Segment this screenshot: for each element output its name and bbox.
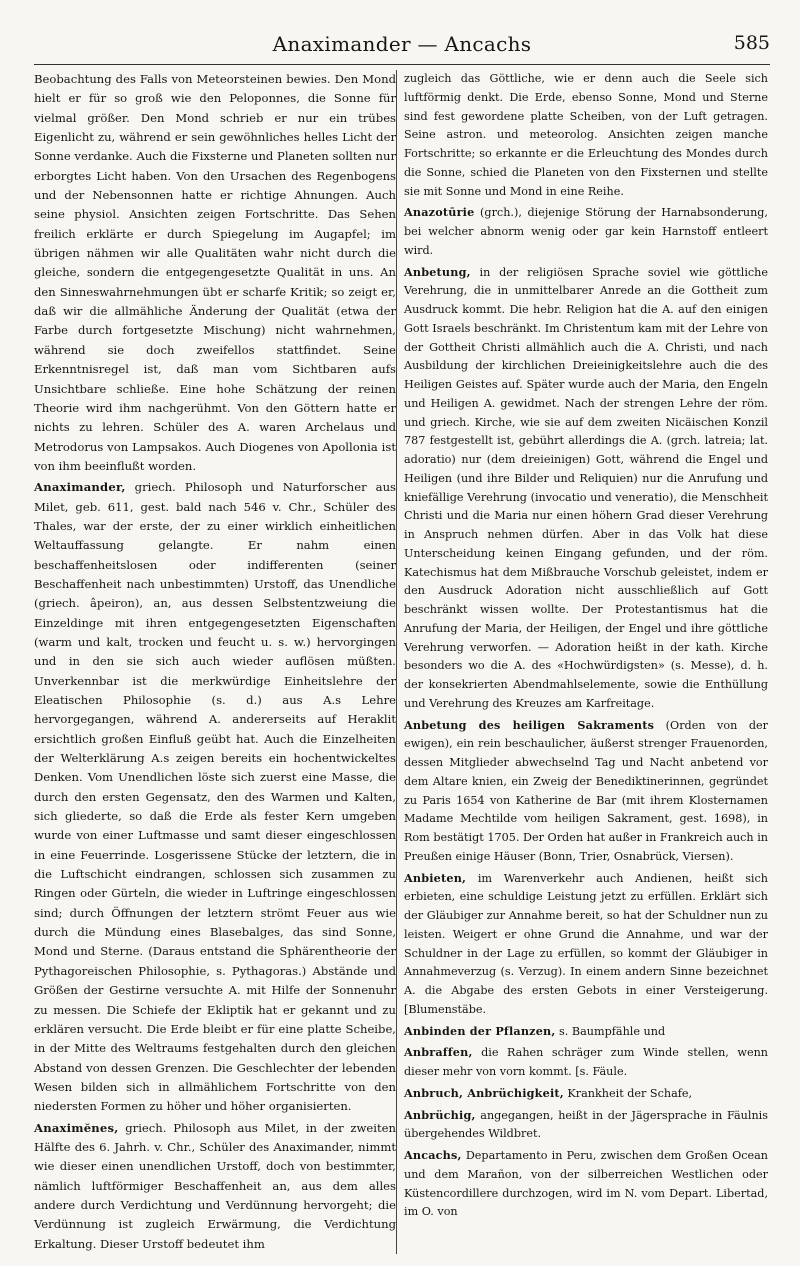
entry-lemma: Anazotūrie [404, 205, 475, 220]
entry-text: im Warenverkehr auch Andienen, heißt sich erbieten, eine schuldige Leistung jetzt zu erfüllen. Erklärt sich der Gläubiger zur Annahme bereit, so hat der Schuldner nun zu leisten. Weigert er ohne Grund die Annahme, und war der Schuldner in der Lage zu erfüllen, so kommt der Gläubiger in Annahmeverzug (s. Verzug). In einem andern Sinne bezeichnet A. die Abgabe des ersten Gebots in einer Versteigerung. [Blumenstäbe. [404, 871, 768, 1016]
page-title: Anaximander — Ancachs [272, 32, 532, 56]
entry-text: (Orden von der ewigen), ein rein beschaulicher, äußerst strenger Frauenorden, dessen Mitglieder abwechselnd Tag und Nacht anbetend vor dem Altare knien, ein Zweig der Benediktinerinnen, gegründet zu Paris 1654 von Katherine de Bar (mit ihrem Klosternamen Madame Mechtilde vom heiligen Sakrament, gest. 1698), in Rom bestätigt 1705. Der Orden hat außer in Frankreich auch in Preußen einige Häuser (Bonn, Trier, Osnabrück, Viersen). [404, 718, 768, 863]
entry-anbetung-sakraments [404, 716, 768, 867]
entry-lemma: Anbieten, [404, 870, 467, 885]
column-divider [396, 70, 397, 1254]
page-number: 585 [733, 32, 770, 54]
entry-anbieten [404, 869, 768, 1020]
entry-anbetung [404, 263, 768, 714]
paragraph-text: zugleich das Göttliche, wie er denn auch die Seele sich luftförmig denkt. Die Erde, ebenso Sonne, Mond und Sterne sind fest gewordene platte Scheiben, von der Luft getragen. Seine astron. und meteorolog. Ansichten zeigen manche Fortschritte; so erkannte er die Erleuchtung des Mondes durch die Sonne, schied die Planeten von den Fixsternen und stellte sie mit Sonne und Mond in eine Reihe. [404, 72, 768, 198]
entry-anaximander [34, 478, 396, 1116]
entry-text: griech. Philosoph aus Milet, in der zweiten Hälfte des 6. Jahrh. v. Chr., Schüler des Anaximander, nimmt wie dieser einen unendlichen Urstoff, doch von bestimmter, nämlich luftförmiger Beschaffenheit an, aus dem alles andere durch Verdichtung und Verdünnung hervorgeht; die Verdünnung ist zugleich Erwärmung, die Verdichtung Erkaltung. Dieser Urstoff bedeutet ihm [34, 1120, 396, 1251]
entry-lemma: Anbruch, Anbrüchigkeit, [404, 1085, 564, 1100]
entry-ancachs [404, 1146, 768, 1222]
continued-paragraph [404, 70, 768, 201]
entry-anbinden [404, 1022, 768, 1042]
entry-text: in der religiösen Sprache soviel wie göttliche Verehrung, die in unmittelbarer Anrede an die Gottheit zum Ausdruck kommt. Die hebr. Religion hat die A. auf den einigen Gott Israels beschränkt. Im Christentum kam mit der Lehre von der Gottheit Christi allmählich auch die A. Christi, und nach Ausbildung der kirchlichen Dreieinigkeitslehre auch die des Heiligen Geistes auf. Später wurde auch der Maria, den Engeln und Heiligen A. gewidmet. Nach der strengen Lehre der röm. und griech. Kirche, wie sie auf dem zweiten Nicäischen Konzil 787 festgestellt ist, gebührt allerdings die A. (grch. latreia; lat. adoratio) nur (dem dreieinigen) Gott, während die Engel und Heiligen (und ihre Bilder und Reliquien) nur die Anrufung und kniefällige Verehrung (invocatio und veneratio), die Menschheit Christi und die Maria nur einen höhern Grad dieser Verehrung in Anspruch nehmen dürfen. Aber in das Volk hat diese Unterscheidung keinen Eingang gefunden, und der röm. Katechismus hat dem Mißbrauche Vorschub geleistet, indem er den Ausdruck Adoration nicht ausschließlich auf Gott beschränkt wissen wollte. Der Protestantismus hat die Anrufung der Maria, der Heiligen, der Engel und ihre göttliche Verehrung verworfen. — Adoration heißt in der kath. Kirche besonders wo die A. des «Hochwürdigsten» (s. Messe), d. h. der konsekrierten Abendmahlselemente, sowie die Enthüllung und Verehrung des Kreuzes am Karfreitage. [404, 265, 768, 710]
running-header [34, 32, 770, 62]
entry-anazoturie [404, 203, 768, 260]
header-rule [34, 64, 770, 65]
entry-text: die Rahen schräger zum Winde stellen, wenn dieser mehr von vorn kommt. [s. Fäule. [404, 1046, 768, 1078]
entry-text: griech. Philosoph und Naturforscher aus Milet, geb. 611, gest. bald nach 546 v. Chr., Schüler des Thales, war der erste, der zu einer wirklich einheitlichen Weltauffassung gelangte. Er nahm einen beschaffenheitslosen oder indifferenten (seiner Beschaffenheit nach unbestimmten) Urstoff, das Unendliche (griech. âpeiron), an, aus dessen Selbstentzweiung die Einzeldinge mit ihren entgegengesetzten Eigenschaften (warm und kalt, trocken und feucht u. s. w.) hervorgingen und in den sie sich auch wieder auflösen müßten. Unverkennbar ist die merkwürdige Einheitslehre der Eleatischen Philosophie (s. d.) aus A.s Lehre hervorgegangen, während A. andererseits auf Heraklit ersichtlich großen Einfluß geübt hat. Auch die Einzelheiten der Welterklärung A.s zeigen bereits ein hochentwickeltes Denken. Vom Unendlichen löste sich zuerst eine Masse, die durch den ersten Gegensatz, den des Warmen und Kalten, sich gliederte, so daß die Erde als fester Kern umgeben wurde von einer Luftmasse und samt dieser eingeschlossen in eine Feuerrinde. Losgerissene Stücke der letztern, die in die Luftschicht eindrangen, schlossen sich zusammen zu Ringen oder Gürteln, die wieder in Luftringe eingeschlossen sind; durch Öffnungen der letztern strömt Feuer aus wie durch die Mündung eines Blasebalges, das sind Sonne, Mond und Sterne. (Daraus entstand die Sphärentheorie der Pythagoreischen Philosophie, s. Pythagoras.) Abstände und Größen der Gestirne versuchte A. mit Hilfe der Sonnenuhr zu messen. Die Schiefe der Ekliptik hat er gekannt und zu erklären versucht. Die Erde bleibt er für eine platte Scheibe, in der Mitte des Weltraums festgehalten durch den gleichen Abstand von dessen Grenzen. Die Geschlechter der lebenden Wesen bilden sich in allmählichem Fortschritte von den niedersten Formen zu höher und höher organisierten. [34, 480, 396, 1114]
right-column [404, 70, 768, 1224]
entry-text: Departamento in Peru, zwischen dem Großen Ocean und dem Marañon, von der silberreichen Westlichen oder Küstencordillere durchzogen, wird im N. vom Depart. Libertad, im O. von [404, 1149, 768, 1219]
entry-lemma: Anbetung, [404, 264, 471, 279]
entry-anbruch [404, 1084, 768, 1104]
entry-lemma: Anaximander, [34, 480, 126, 495]
left-column [34, 70, 396, 1256]
entry-anbruechig [404, 1106, 768, 1145]
continued-paragraph [34, 70, 396, 476]
entry-lemma: Anbraffen, [404, 1045, 473, 1060]
entry-lemma: Anbrüchig, [404, 1107, 476, 1122]
entry-anaximenes [34, 1119, 396, 1254]
entry-text: (grch.), diejenige Störung der Harnabsonderung, bei welcher abnorm wenig oder gar kein Harnstoff entleert wird. [404, 206, 768, 257]
entry-lemma: Anbetung des heiligen Sakraments [404, 717, 655, 732]
entry-text: s. Baumpfähle und [555, 1024, 666, 1038]
paragraph-text: Beobachtung des Falls von Meteorsteinen bewies. Den Mond hielt er für so groß wie den Peloponnes, die Sonne für vielmal größer. Den Mond schrieb er nur ein trübes Eigenlicht zu, während er sein gewöhnliches helles Licht der Sonne verdanke. Auch die Fixsterne und Planeten sollten nur erborgtes Licht haben. Von den Ursachen des Regenbogens und der Nebensonnen hatte er richtige Ahnungen. Auch seine physiol. Ansichten zeigen Fortschritte. Das Sehen freilich erklärte er durch Spiegelung im Augapfel; im übrigen nähmen wir alle Qualitäten wahr nicht durch die gleiche, sondern die entgegengesetzte Qualität in uns. An den Sinneswahrnehmungen übt er scharfe Kritik; so zeigt er, daß wir die allmähliche Änderung der Qualität (etwa der Farbe durch fortgesetzte Mischung) nicht wahrnehmen, während sie doch zweifellos stattfindet. Seine Erkenntnisregel ist, daß man vom Sichtbaren aufs Unsichtbare schließe. Eine hohe Schätzung der reinen Theorie wird ihm nachgerühmt. Von den Göttern hatte er nichts zu lehren. Schüler des A. waren Archelaus und Metrodorus von Lampsakos. Auch Diogenes von Apollonia ist von ihm beeinflußt worden. [34, 72, 396, 473]
entry-lemma: Ancachs, [404, 1148, 462, 1162]
entry-anbraffen [404, 1043, 768, 1082]
entry-lemma: Anaximĕnes, [34, 1120, 119, 1135]
entry-lemma: Anbinden der Pflanzen, [404, 1023, 556, 1038]
entry-text: angegangen, heißt in der Jägersprache in Fäulnis übergehendes Wildbret. [404, 1108, 768, 1141]
entry-text: Krankheit der Schafe, [563, 1086, 693, 1100]
